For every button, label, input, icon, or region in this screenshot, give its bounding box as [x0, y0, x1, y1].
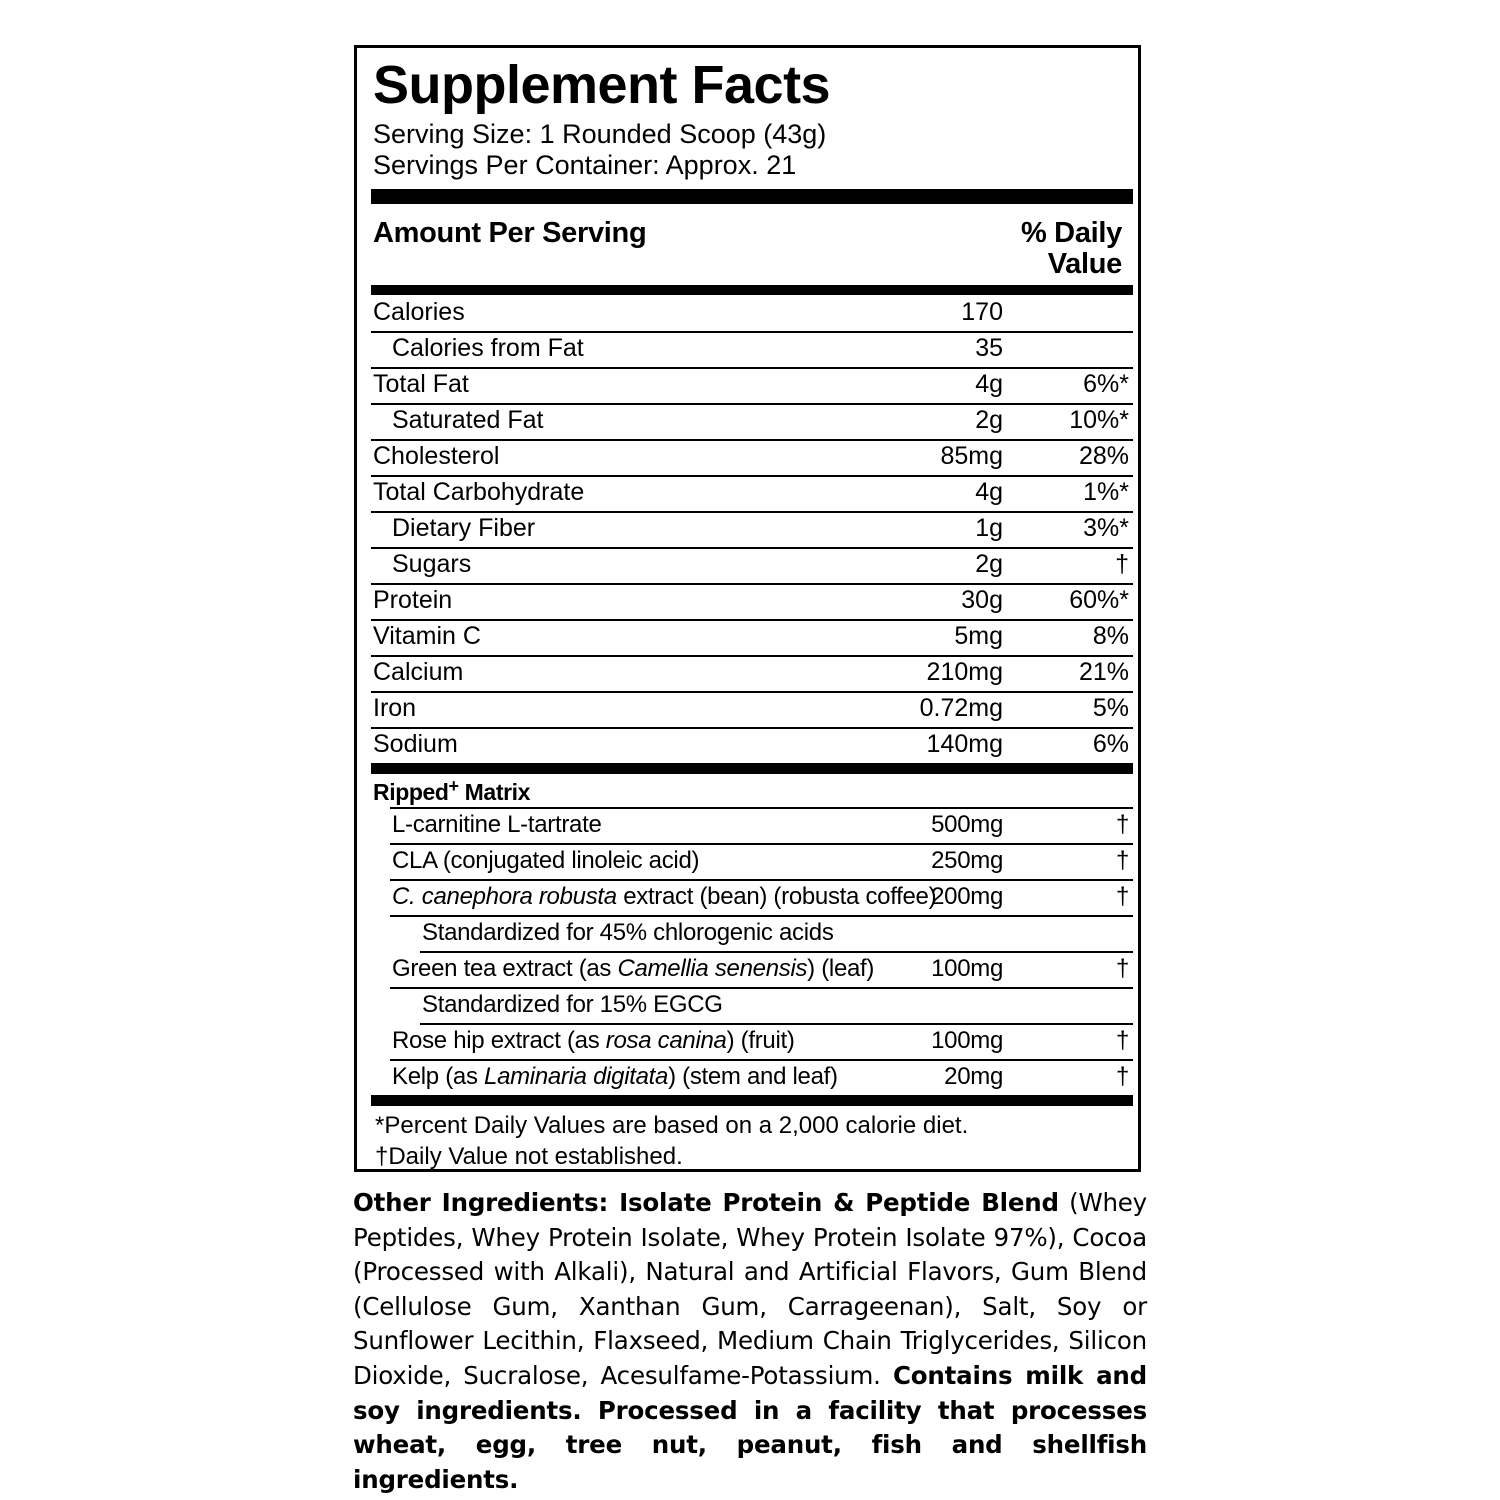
nutrient-dv: 1%*: [1083, 478, 1129, 506]
nutrient-row: [371, 295, 1133, 333]
serving-size: Serving Size: 1 Rounded Scoop (43g): [373, 119, 827, 149]
nutrient-label: Vitamin C: [373, 622, 481, 650]
nutrient-row: [371, 331, 1133, 369]
nutrient-label: Calcium: [373, 658, 464, 686]
matrix-row: [390, 843, 1133, 881]
medium-divider: [371, 1095, 1133, 1106]
nutrient-row: [371, 403, 1133, 441]
nutrient-row: [371, 727, 1133, 763]
matrix-label-italic: Laminaria digitata: [484, 1063, 669, 1090]
nutrient-row: [371, 547, 1133, 585]
nutrient-amount: 1g: [975, 514, 1003, 542]
allergen-statement: Contains milk and soy ingredients. Processed in a facility that processes wheat, egg, tree nut, peanut, fish and shellfish ingredients.: [353, 1360, 1147, 1494]
nutrient-amount: 5mg: [954, 622, 1003, 650]
matrix-title-underline: [390, 773, 1133, 809]
footnote-dagger: †Daily Value not established.: [375, 1143, 683, 1170]
nutrient-label: Total Fat: [373, 370, 469, 398]
matrix-amount: 100mg: [931, 1027, 1003, 1054]
nutrient-amount: 2g: [975, 550, 1003, 578]
matrix-label-post: ) (fruit): [726, 1027, 795, 1054]
nutrient-label: Cholesterol: [373, 442, 500, 470]
matrix-label-pre: Kelp (as: [392, 1063, 485, 1090]
nutrient-dv: 6%: [1092, 730, 1129, 758]
ingredients-list: (Whey Peptides, Whey Protein Isolate, Whey Protein Isolate 97%), Cocoa (Processed with Alkali), Natural and Artificial Flavors, Gum Blend (Cellulose Gum, Xanthan Gum, Carrageenan), Salt, Soy or Sunflower Lecithin, Flaxseed, Medium Chain Triglycerides, Silicon Dioxide, Sucralose, Acesulfame-Potassium.: [353, 1188, 1147, 1390]
nutrient-label: Total Carbohydrate: [373, 478, 585, 506]
matrix-title-suffix: Matrix: [458, 779, 531, 805]
matrix-label-italic: C. canephora robusta: [392, 883, 617, 910]
matrix-label-rest: extract (bean) (robusta coffee): [616, 883, 937, 910]
nutrient-row: [371, 583, 1133, 621]
matrix-title-text: Ripped: [373, 779, 449, 805]
matrix-row: [420, 987, 1133, 1025]
nutrient-dv: 28%: [1078, 442, 1129, 470]
nutrient-label: Calories: [373, 298, 465, 326]
nutrient-amount: 210mg: [926, 658, 1003, 686]
nutrient-amount: 30g: [961, 586, 1003, 614]
matrix-row: [420, 915, 1133, 953]
nutrient-label: Saturated Fat: [392, 406, 544, 434]
matrix-row: [390, 1059, 1133, 1095]
matrix-label: Standardized for 15% EGCG: [422, 991, 723, 1018]
ingredients-lead: Other Ingredients: Isolate Protein & Peptide Blend: [353, 1188, 1059, 1217]
nutrient-amount: 0.72mg: [919, 694, 1003, 722]
matrix-label: CLA (conjugated linoleic acid): [392, 847, 700, 874]
matrix-label-italic: Camellia senensis: [617, 955, 808, 982]
matrix-label: L-carnitine L-tartrate: [392, 811, 602, 838]
nutrient-dv: 3%*: [1083, 514, 1129, 542]
matrix-row: [390, 807, 1133, 845]
matrix-dv: †: [1115, 1063, 1129, 1090]
nutrient-label: Calories from Fat: [392, 334, 584, 362]
footnote-percent: *Percent Daily Values are based on a 2,000 calorie diet.: [375, 1112, 969, 1139]
medium-divider: [371, 285, 1133, 295]
matrix-label: Standardized for 45% chlorogenic acids: [422, 919, 834, 946]
nutrient-row: [371, 511, 1133, 549]
nutrient-dv: 21%: [1078, 658, 1129, 686]
nutrient-amount: 2g: [975, 406, 1003, 434]
matrix-row: [390, 951, 1133, 989]
matrix-label-italic: rosa canina: [605, 1027, 727, 1054]
nutrient-dv: 60%*: [1069, 586, 1129, 614]
matrix-label-post: ) (stem and leaf): [668, 1063, 838, 1090]
matrix-dv: †: [1115, 955, 1129, 982]
nutrient-label: Dietary Fiber: [392, 514, 536, 542]
nutrient-dv: 5%: [1092, 694, 1129, 722]
matrix-label: [392, 1065, 838, 1089]
matrix-label-pre: Rose hip extract (as: [392, 1027, 606, 1054]
matrix-dv: †: [1115, 811, 1129, 838]
matrix-dv: †: [1115, 847, 1129, 874]
matrix-row: [390, 1023, 1133, 1061]
matrix-row: [390, 879, 1133, 917]
matrix-dv: †: [1115, 883, 1129, 910]
servings-per-container: Servings Per Container: Approx. 21: [373, 150, 797, 180]
nutrient-amount: 85mg: [940, 442, 1003, 470]
nutrient-row: [371, 619, 1133, 657]
matrix-amount: 250mg: [931, 847, 1003, 874]
nutrient-dv: †: [1115, 550, 1129, 578]
nutrient-amount: 170: [961, 298, 1003, 326]
matrix-amount: 20mg: [944, 1063, 1003, 1090]
matrix-amount: 500mg: [931, 811, 1003, 838]
matrix-dv: †: [1115, 1027, 1129, 1054]
nutrient-row: [371, 367, 1133, 405]
matrix-label-post: ) (leaf): [807, 955, 875, 982]
nutrient-amount: 35: [975, 334, 1003, 362]
nutrient-label: Iron: [373, 694, 417, 722]
nutrient-amount: 4g: [975, 478, 1003, 506]
matrix-label: [392, 885, 936, 909]
matrix-amount: 100mg: [931, 955, 1003, 982]
daily-value-header-2: Value: [1047, 248, 1122, 280]
nutrient-row: [371, 691, 1133, 729]
nutrient-row: [371, 439, 1133, 477]
nutrient-amount: 4g: [975, 370, 1003, 398]
matrix-amount: 200mg: [931, 883, 1003, 910]
nutrient-amount: 140mg: [926, 730, 1003, 758]
nutrient-label: Protein: [373, 586, 453, 614]
daily-value-header-1: % Daily: [1020, 217, 1122, 249]
panel-title: Supplement Facts: [373, 55, 831, 115]
supplement-facts-panel: [354, 45, 1141, 1172]
matrix-title-superscript: +: [448, 776, 459, 796]
nutrient-row: [371, 655, 1133, 693]
matrix-label-pre: Green tea extract (as: [392, 955, 618, 982]
nutrient-dv: 10%*: [1069, 406, 1129, 434]
thick-divider: [371, 189, 1133, 204]
nutrient-dv: 6%*: [1083, 370, 1129, 398]
matrix-label: [392, 1029, 795, 1053]
matrix-label: [392, 957, 874, 981]
nutrient-label: Sodium: [373, 730, 458, 758]
nutrient-row: [371, 475, 1133, 513]
nutrient-label: Sugars: [392, 550, 472, 578]
nutrient-dv: 8%: [1092, 622, 1129, 650]
other-ingredients: [353, 1186, 1147, 1497]
amount-per-serving-header: Amount Per Serving: [373, 217, 647, 249]
